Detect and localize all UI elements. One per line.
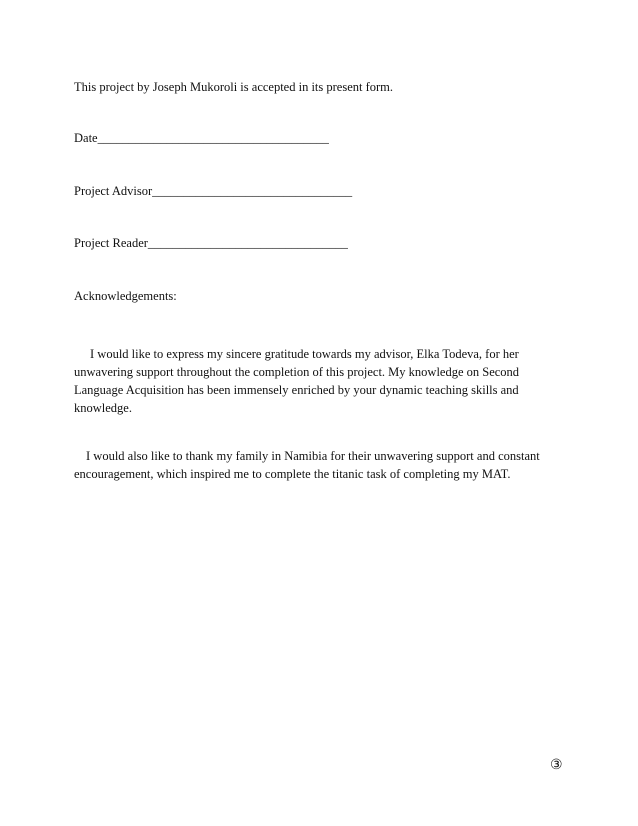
paragraph-line: I would also like to thank my family in Namibia for their unwavering support and constant — [86, 449, 540, 463]
acceptance-statement: This project by Joseph Mukoroli is accepted in its present form. — [74, 80, 394, 94]
paragraph-line: unwavering support throughout the completion of this project. My knowledge on Second — [74, 365, 520, 379]
page-number: ③ — [550, 758, 563, 773]
paragraph-line: encouragement, which inspired me to complete the titanic task of completing my MAT. — [74, 467, 511, 481]
project-reader-signature-line: Project Reader________________________________ — [74, 236, 348, 250]
paragraph-line: Language Acquisition has been immensely enriched by your dynamic teaching skills and — [74, 383, 519, 397]
date-signature-line: Date_____________________________________ — [74, 131, 329, 145]
acknowledgement-paragraph-advisor — [74, 345, 544, 417]
project-advisor-signature-line: Project Advisor________________________________ — [74, 184, 353, 198]
paragraph-line: knowledge. — [74, 401, 132, 415]
acknowledgements-heading: Acknowledgements: — [74, 289, 177, 303]
paragraph-line: I would like to express my sincere gratitude towards my advisor, Elka Todeva, for her — [90, 347, 519, 361]
acknowledgement-paragraph-family — [74, 447, 544, 483]
